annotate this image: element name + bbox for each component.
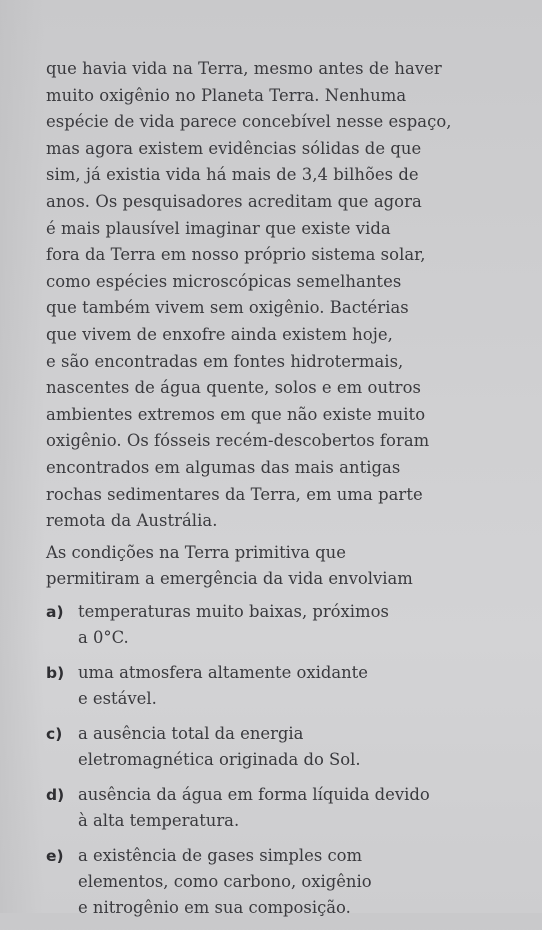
passage-line: que havia vida na Terra, mesmo antes de haver (46, 59, 442, 78)
passage-line: espécie de vida parece concebível nesse espaço, (46, 112, 452, 132)
option-text: elementos, como carbono, oxigênio (78, 871, 372, 891)
option-text: à alta temperatura. (78, 810, 240, 830)
passage-line: anos. Os pesquisadores acreditam que agora (46, 191, 422, 211)
passage-text (46, 56, 526, 535)
question-stem (46, 540, 526, 593)
passage-line: remota da Austrália. (46, 511, 218, 531)
option-d[interactable] (46, 782, 526, 834)
passage-line: encontrados em algumas das mais antigas (46, 457, 401, 477)
option-letter: d) (46, 785, 65, 804)
question-line: As condições na Terra primitiva que (46, 542, 346, 562)
passage-line: fora da Terra em nosso próprio sistema solar, (46, 245, 426, 265)
option-text: e estável. (78, 688, 157, 708)
passage-line: sim, já existia vida há mais de 3,4 bilhões de (46, 165, 419, 185)
option-e[interactable] (46, 843, 526, 921)
option-text: a 0°C. (78, 627, 129, 647)
passage-line: e são encontradas em fontes hidrotermais, (46, 351, 404, 371)
option-text: a ausência total da energia (78, 723, 304, 743)
passage-line: rochas sedimentares da Terra, em uma parte (46, 484, 423, 504)
answer-options (46, 599, 526, 921)
option-text: ausência da água em forma líquida devido (78, 784, 430, 804)
option-letter: a) (46, 602, 64, 621)
passage-line: muito oxigênio no Planeta Terra. Nenhuma (46, 85, 407, 105)
option-a[interactable] (46, 599, 526, 651)
passage-line: ambientes extremos em que não existe muito (46, 404, 426, 424)
passage-line: oxigênio. Os fósseis recém-descobertos foram (46, 431, 430, 451)
passage-line: que vivem de enxofre ainda existem hoje, (46, 324, 393, 344)
passage-line: como espécies microscópicas semelhantes (46, 271, 402, 291)
exam-page (46, 56, 526, 930)
option-letter: e) (46, 846, 64, 865)
option-text: temperaturas muito baixas, próximos (78, 601, 389, 621)
option-b[interactable] (46, 660, 526, 712)
passage-line: é mais plausível imaginar que existe vida (46, 218, 391, 238)
option-text: eletromagnética originada do Sol. (78, 749, 361, 769)
option-c[interactable] (46, 721, 526, 773)
left-margin-shadow (0, 0, 44, 913)
passage-line: que também vivem sem oxigênio. Bactérias (46, 298, 409, 318)
option-text: uma atmosfera altamente oxidante (78, 662, 368, 682)
option-text: e nitrogênio em sua composição. (78, 897, 351, 917)
option-letter: b) (46, 663, 65, 682)
option-text: a existência de gases simples com (78, 845, 363, 865)
question-line: permitiram a emergência da vida envolviam (46, 569, 413, 589)
option-letter: c) (46, 724, 63, 743)
passage-line: mas agora existem evidências sólidas de que (46, 138, 422, 158)
passage-line: nascentes de água quente, solos e em outros (46, 378, 421, 398)
